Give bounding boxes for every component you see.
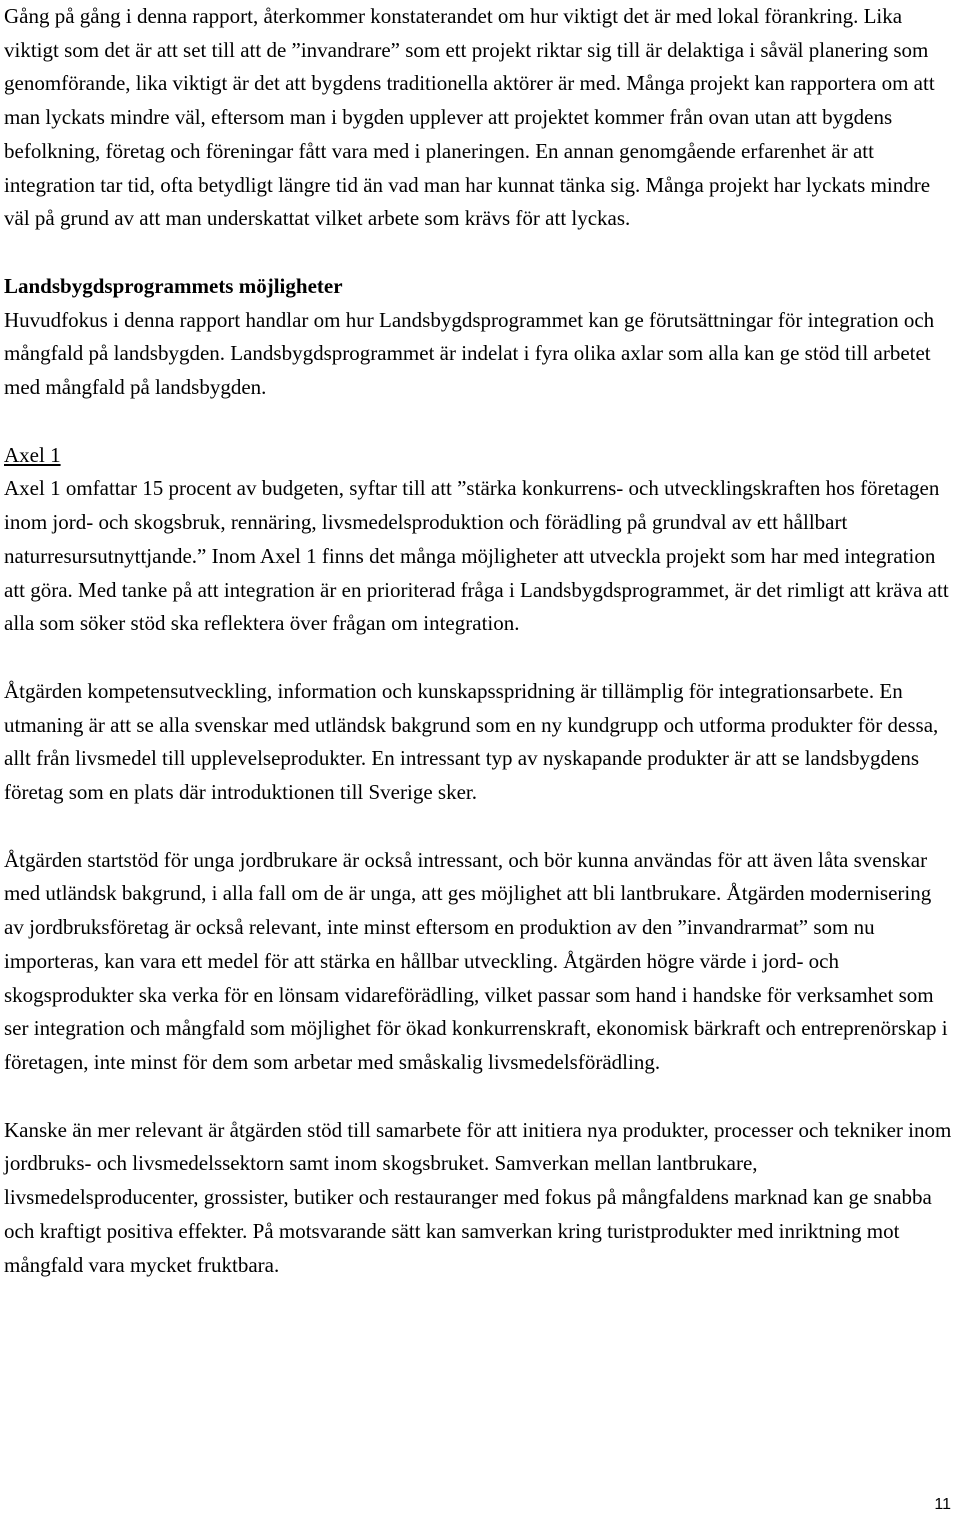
- startstod-paragraph: Åtgärden startstöd för unga jordbrukare är också intressant, och bör kunna användas för att även låta svenskar med utländsk bakgrund, i alla fall om de är unga, att ges möjlighet att bli lantbrukare. Åtgärden modernisering av jordbruksföretag är också relevant, inte minst eftersom en produktion av den ”invandrarmat” som nu importeras, kan vara ett medel för att stärka en hållbar utveckling. Åtgärden högre värde i jord- och skogsprodukter ska verka för en lönsam vidareförädling, vilket passar som hand i handske för verksamhet som ser integration och mångfald som möjlighet för ökad konkurrenskraft, ekonomisk bärkraft och entreprenörskap i företagen, inte minst för dem som arbetar med småskalig livsmedelsförädling.: [4, 847, 948, 1074]
- paragraph-spacer: [4, 405, 956, 439]
- intro-paragraph: Gång på gång i denna rapport, återkommer konstaterandet om hur viktigt det är med lokal förankring. Lika viktigt som det är att set till att de ”invandrare” som ett projekt riktar sig till är delaktiga i såväl planering som genomförande, lika viktigt är det att bygdens traditionella aktörer är med. Många projekt kan rapportera om att man lyckats mindre väl, eftersom man i bygden upplever att projektet kommer från ovan utan att bygdens befolkning, företag och föreningar fått vara med i planeringen. En annan genomgående erfarenhet är att integration tar tid, ofta betydligt längre tid än vad man har kunnat tänka sig. Många projekt har lyckats mindre väl på grund av att man underskattat vilket arbete som krävs för att lyckas.: [4, 4, 935, 231]
- samarbete-paragraph: Kanske än mer relevant är åtgärden stöd till samarbete för att initiera nya produkter, processer och tekniker inom jordbruks- och livsmedelssektorn samt inom skogsbruket. Samverkan mellan lantbrukare, livsmedelsproducenter, grossister, butiker och restauranger med fokus på mångfaldens marknad kan ge snabba och kraftigt positiva effekter. På motsvarande sätt kan samverkan kring turistprodukter med inriktning mot mångfald vara mycket fruktbara.: [4, 1117, 952, 1277]
- page-number: 11: [934, 1496, 951, 1513]
- kompetens-paragraph: Åtgärden kompetensutveckling, information och kunskapsspridning är tillämplig för integrationsarbete. En utmaning är att se alla svenskar med utländsk bakgrund som en ny kundgrupp och utforma produkter för dessa, allt från livsmedel till upplevelseprodukter. En intressant typ av nyskapande produkter är att se landsbygdens företag som en plats där introduktionen till Sverige sker.: [4, 678, 939, 805]
- program-paragraph: Huvudfokus i denna rapport handlar om hur Landsbygdsprogrammet kan ge förutsättningar för integration och mångfald på landsbygden. Landsbygdsprogrammet är indelat i fyra olika axlar som alla kan ge stöd till arbetet med mångfald på landsbygden.: [4, 307, 935, 400]
- subheading-axel-1: Axel 1: [4, 442, 61, 467]
- paragraph-spacer: [4, 1080, 956, 1114]
- axel1-paragraph: Axel 1 omfattar 15 procent av budgeten, syftar till att ”stärka konkurrens- och utvecklingskraften hos företagen inom jord- och skogsbruk, rennäring, livsmedelsproduktion och förädling på grundval av ett hållbart naturresursutnyttjande.” Inom Axel 1 finns det många möjligheter att utveckla projekt som har med integration att göra. Med tanke på att integration är en prioriterad fråga i Landsbygdsprogrammet, är det rimligt att kräva att alla som söker stöd ska reflektera över frågan om integration.: [4, 476, 949, 636]
- document-page: [4, 0, 956, 1282]
- section-heading-program: Landsbygdsprogrammets möjligheter: [4, 273, 343, 298]
- paragraph-spacer: [4, 236, 956, 270]
- paragraph-spacer: [4, 641, 956, 675]
- paragraph-spacer: [4, 810, 956, 844]
